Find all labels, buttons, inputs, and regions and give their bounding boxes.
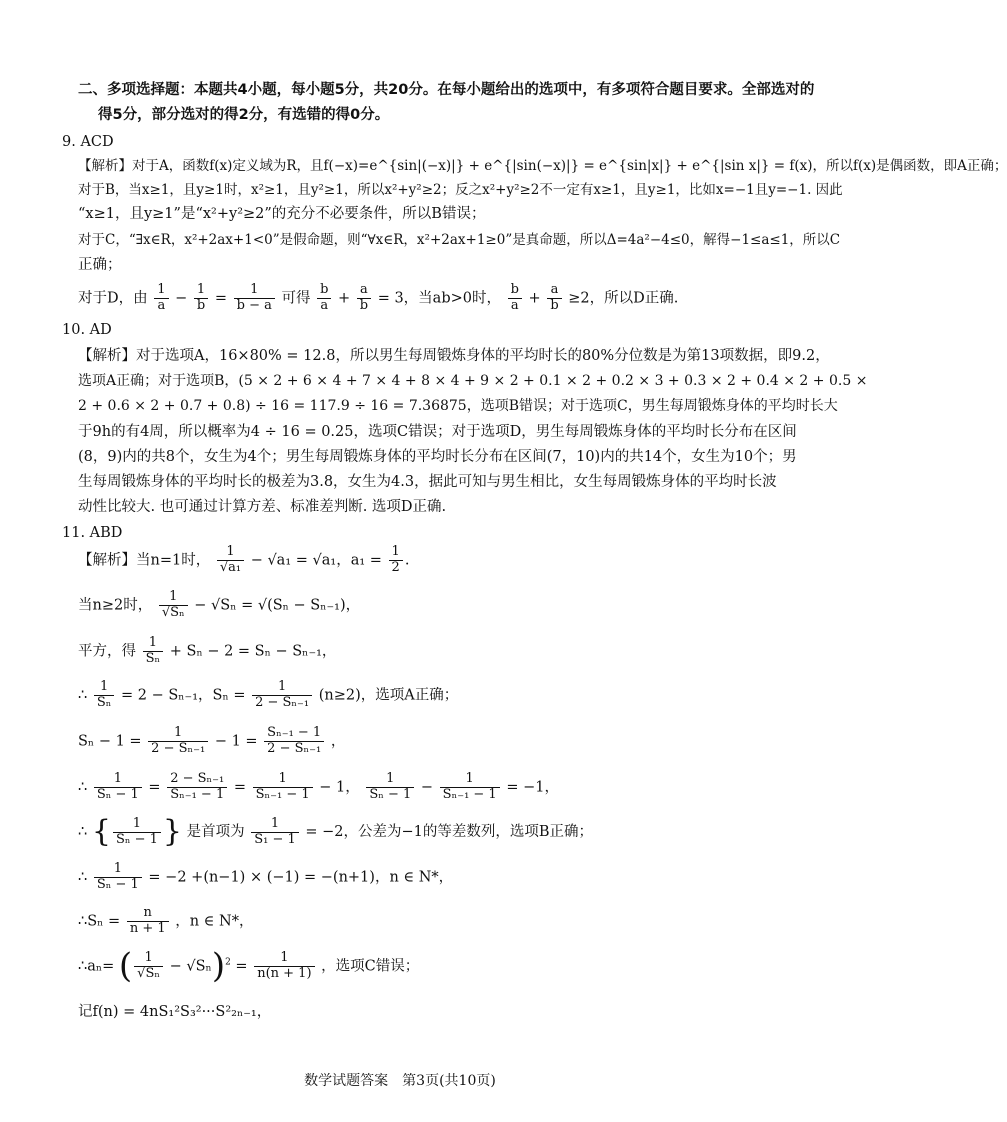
q11-s6-mid: − 1，	[319, 779, 360, 796]
q11-s4-pre: ∴	[78, 687, 88, 704]
q10-line-3: 2 + 0.6 × 2 + 0.7 + 0.8) ÷ 16 = 117.9 ÷ 16 = 7.36875，选项B错误；对于选项C，男生每周锻炼身体的平均时长大	[78, 398, 838, 414]
q9-line-5: 正确；	[78, 257, 122, 273]
q11-s5-mid: − 1 =	[214, 733, 258, 750]
q11-answer: 11. ABD	[62, 525, 123, 541]
q11-step-11: 记f(n) = 4nS₁²S₃²···S²₂ₙ₋₁，	[78, 1004, 272, 1020]
q11-step-2: 当n≥2时， $\frac{1}{\text{√Sₙ}}$ − √Sₙ = √(Sₙ − Sₙ₋₁)，	[78, 589, 361, 620]
q9-l6-pre: 对于D，由	[78, 290, 148, 307]
q9-line-2: 对于B，当x≥1，且y≥1时，x²≥1，且y²≥1，所以x²+y²≥2；反之x²+y²≥2不一定有x≥1，且y≥1，比如x=−1且y=−1. 因此	[78, 182, 843, 198]
q11-s3-pre: 平方，得	[78, 643, 136, 660]
q11-s10-post: ，选项C错误；	[321, 958, 420, 975]
q11-s6-eq: =	[148, 779, 161, 796]
q11-step-6: ∴ $\frac{1}{\text{Sₙ − 1}}$ = $\frac{\text{2 − Sₙ₋₁}}{\text{Sₙ₋₁ − 1}}$ = $\frac{1}{\text{Sₙ₋₁ − 1}}$ − 1， $\frac{1}{\text{Sₙ − 1}}$ − $\frac{1}{\text{Sₙ₋₁ − 1}}$ = −1，	[78, 771, 559, 802]
q11-s1-pre: 【解析】当n=1时，	[78, 552, 211, 569]
q10-line-2: 选项A正确；对于选项B，(5 × 2 + 6 × 4 + 7 × 4 + 8 × 4 + 9 × 2 + 0.1 × 2 + 0.2 × 3 + 0.3 × 2 + 0.4 × 2 + 0.5 ×	[78, 373, 868, 389]
q9-l6-post: ≥2，所以D正确.	[568, 290, 679, 307]
q11-step-4: ∴ $\frac{1}{\text{Sₙ}}$ = 2 − Sₙ₋₁，Sₙ = $\frac{1}{\text{2 − Sₙ₋₁}}$ (n≥2)，选项A正确；	[78, 679, 459, 710]
q9-line-6: 对于D，由 $\frac{1}{a}$ − $\frac{1}{b}$ = $\frac{1}{b - a}$ 可得 $\frac{b}{a}$ + $\frac{a}{b}$ = 3，当ab>0时， $\frac{b}{a}$ + $\frac{a}{b}$ ≥2，所以D正确.	[78, 282, 679, 313]
q11-step-3: 平方，得 $\frac{1}{\text{Sₙ}}$ + Sₙ − 2 = Sₙ − Sₙ₋₁，	[78, 635, 337, 666]
q11-s9-pre: ∴Sₙ =	[78, 913, 121, 930]
q11-s7-mid: 是首项为	[186, 824, 245, 840]
q11-s3-post: + Sₙ − 2 = Sₙ − Sₙ₋₁，	[169, 643, 337, 660]
q11-step-5: Sₙ − 1 = $\frac{1}{\text{2 − Sₙ₋₁}}$ − 1 = $\frac{\text{Sₙ₋₁ − 1}}{\text{2 − Sₙ₋₁}}$ ，	[78, 725, 346, 756]
q11-s5-pre: Sₙ − 1 =	[78, 733, 142, 750]
q10-line-4: 于9h的有4周，所以概率为4 ÷ 16 = 0.25，选项C错误；对于选项D，男生每周锻炼身体的平均时长分布在区间	[78, 424, 797, 440]
q11-s7-pre: ∴	[78, 824, 88, 840]
q10-answer: 10. AD	[62, 322, 112, 338]
section-title-line-2: 得5分，部分选对的得2分，有选错的得0分。	[98, 107, 390, 123]
q11-s7-post: = −2，公差为−1的等差数列，选项B正确；	[305, 824, 594, 840]
q11-step-1: 【解析】当n=1时， $\frac{1}{\text{√a₁}}$ − √a₁ = √a₁，a₁ = $\frac{1}{2}$ .	[78, 544, 410, 575]
q9-answer: 9. ACD	[62, 134, 114, 150]
q11-s8-post: = −2 +(n−1) × (−1) = −(n+1)，n ∈ N*，	[148, 869, 454, 886]
q11-s8-pre: ∴	[78, 869, 88, 886]
q11-s4-post: (n≥2)，选项A正确；	[318, 687, 459, 704]
q9-line-4: 对于C，“∃x∈R，x²+2ax+1<0”是假命题，则“∀x∈R，x²+2ax+1≥0”是真命题，所以Δ=4a²−4≤0，解得−1≤a≤1，所以C	[78, 232, 841, 248]
q9-line-1: 【解析】对于A，函数f(x)定义域为R，且f(−x)=e^{sin|(−x)|} + e^{|sin(−x)|} = e^{sin|x|} + e^{|sin x|} = f(x)，所以f(x)是偶函数，即A正确；	[78, 158, 1007, 174]
q10-line-5: (8，9)内的共8个，女生为4个；男生每周锻炼身体的平均时长分布在区间(7，10)内的共14个，女生为10个；男	[78, 449, 797, 465]
q11-step-7: ∴ { $\frac{1}{\text{Sₙ − 1}}$ } 是首项为 $\frac{1}{\text{S₁ − 1}}$ = −2，公差为−1的等差数列，选项B正确；	[78, 814, 594, 849]
q9-line-3: “x≥1，且y≥1”是“x²+y²≥2”的充分不必要条件，所以B错误；	[78, 206, 486, 222]
q11-s10-pre: ∴aₙ=	[78, 958, 115, 975]
q11-s10-mid: − √Sₙ	[169, 958, 212, 975]
q11-s6-pre: ∴	[78, 779, 88, 796]
q9-l6-mid1: 可得	[281, 290, 311, 307]
q11-s9-post: ，n ∈ N*，	[175, 913, 254, 930]
q10-line-1: 【解析】对于选项A，16×80% = 12.8，所以男生每周锻炼身体的平均时长的80%分位数是为第13项数据，即9.2，	[78, 348, 830, 364]
q11-step-8: ∴ $\frac{1}{\text{Sₙ − 1}}$ = −2 +(n−1) × (−1) = −(n+1)，n ∈ N*，	[78, 861, 454, 892]
q11-s6-post: = −1，	[506, 779, 559, 796]
q10-line-6: 生每周锻炼身体的平均时长的极差为3.8，女生为4.3，据此可知与男生相比，女生每周锻炼身体的平均时长波	[78, 474, 777, 490]
q10-line-7: 动性比较大. 也可通过计算方差、标准差判断. 选项D正确.	[78, 499, 447, 515]
q11-s4-mid: = 2 − Sₙ₋₁，Sₙ =	[120, 687, 246, 704]
q11-step-10: ∴aₙ= ( $\frac{1}{\text{√Sₙ}}$ − √Sₙ)$^2$ = $\frac{1}{n(n + 1)}$ ，选项C错误；	[78, 946, 420, 986]
page-footer: 数学试题答案 第3页(共10页)	[304, 1073, 496, 1089]
q11-s5-post: ，	[330, 733, 346, 750]
q9-l6-mid2: = 3，当ab>0时，	[377, 290, 501, 307]
q11-s2-pre: 当n≥2时，	[78, 597, 153, 614]
section-title-line-1: 二、多项选择题：本题共4小题，每小题5分，共20分。在每小题给出的选项中，有多项符合题目要求。全部选对的	[78, 82, 815, 98]
q11-step-9: ∴Sₙ = $\frac{n}{n + 1}$ ，n ∈ N*，	[78, 905, 254, 936]
q11-s1-post: − √a₁ = √a₁，a₁ =	[250, 552, 382, 569]
q11-s2-post: − √Sₙ = √(Sₙ − Sₙ₋₁)，	[194, 597, 361, 614]
